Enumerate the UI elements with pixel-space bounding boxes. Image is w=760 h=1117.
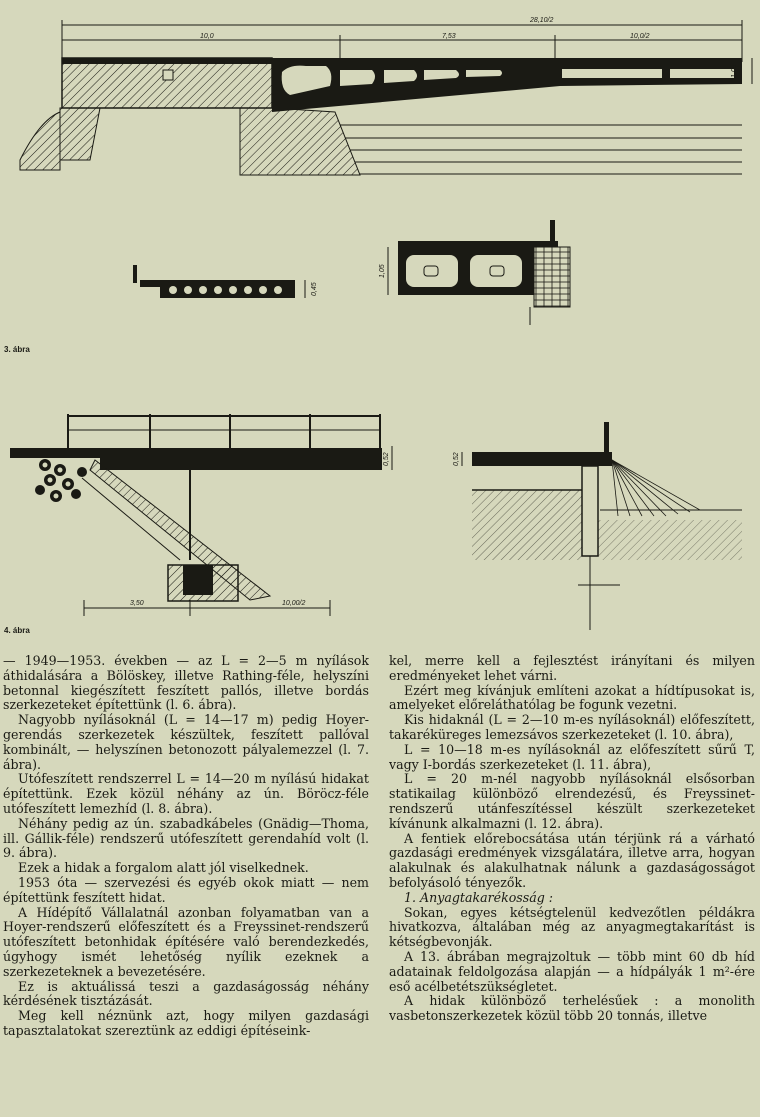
paragraph: 1953 óta — szervezési és egyéb okok miatt — nem építettünk feszített hidat. [3,874,369,905]
paragraph: L = 10—18 m-es nyílásoknál az előfeszített sűrű T, vagy I-bordás szerkezeteket (l. 11. ábra), [389,741,755,772]
fig4-dim-left-span: 3,50 [130,600,144,607]
fig4-cross-section [453,422,742,630]
fig3-dim-box: 1,05 [379,264,386,278]
fig4-elevation [10,414,392,616]
paragraph: kel, merre kell a fejlesztést irányítani és milyen eredményeket lehet várni. [389,654,755,683]
paragraph: Meg kell néznünk azt, hogy milyen gazdasági tapasztalatokat szereztünk az eddigi építéseink- [3,1008,369,1038]
paragraph: A 13. ábrában megrajzoltuk — több mint 60 db híd adatainak feldolgozása alapján — a hídpályák 1 m²-ére eső acélbetétszükségletet. [389,948,755,994]
paragraph: Sokan, egyes kétségtelenül kedvezőtlen példákra hivatkozva, általában még az anyagmegtakarítást is kétségbevonják. [389,904,755,950]
paragraph: Ezek a hidak a forgalom alatt jól viselkednek. [18,860,309,876]
paragraph: Ezért meg kívánjuk említeni azokat a hídtípusokat is, amelyeket előreláthatólag be fogunk vezetni. [389,682,755,713]
fig3-dim-height: 1,05 [731,64,738,78]
paragraph: Nagyobb nyílásoknál (L = 14—17 m) pedig Hoyer-gerendás szerkezetek készültek, feszített pallóval kombinált, — helyszínen betonozott pályalemezzel (l. 7. ábra). [3,712,369,772]
fig3-slab-section [133,265,318,298]
paragraph: Ez is aktuálissá teszi a gazdaságosság néhány kérdésének tisztázását. [3,978,369,1009]
fig4-dim-right-height: 0,52 [453,452,460,466]
figure3-caption: 3. ábra [4,345,30,354]
fig3-dim-mid-span: 7,53 [442,33,456,40]
fig3-dim-left-span: 10,0 [200,33,214,40]
fig3-longitudinal-section [20,17,752,175]
fig3-dim-total: 28,10/2 [530,17,554,24]
fig4-dim-left-height: 0,52 [383,452,390,466]
fig3-dim-slab: 0,45 [311,282,318,296]
paragraph: L = 20 m-nél nagyobb nyílásoknál elsősorban statikailag különböző elrendezésű, és Freyssinet-rendszerű utánfeszítéssel készült szerkezeteket kívánunk alkalmazni (l. 12. ábra). [389,771,755,831]
paragraph: 1. Anyagtakarékosság : [404,889,554,905]
figure4-caption: 4. ábra [4,626,30,635]
fig3-box-section [379,220,570,325]
text-column-right [389,654,755,1114]
paragraph: Kis hidaknál (L = 2—10 m-es nyílásoknál) előfeszített, takaréküreges lemezsávos szerkezeteket (l. 10. ábra), [389,712,755,742]
paragraph: Utófeszített rendszerrel L = 14—20 m nyílású hidakat építettünk. Ezek közül néhány az ún. Böröcz-féle utófeszített lemezhíd (l. 8. ábra). [3,771,369,816]
paragraph: A fentiek előrebocsátása után térjünk rá a várható gazdasági eredmények vizsgálatára, illetve arra, hogyan alakulnak és alakulhatnak nálunk a gazdaságosságot befolyásoló tényezők. [389,830,755,890]
fig3-dim-right-span: 10,0/2 [630,33,650,40]
paragraph: A hidak különböző terhelésűek : a monolith vasbetonszerkezetek közül több 20 tonnás, illetve [389,993,755,1024]
fig4-dim-right-span: 10,00/2 [282,600,306,607]
paragraph: A Hídépítő Vállalatnál azonban folyamatban van a Hoyer-rendszerű előfeszített és a Freyssinet-rendszerű utófeszített betonhidak építésére való berendezkedés, úgyhogy ismét lehetőség nyílik ezeknek a szerkezeteknek a bevezetésére. [3,904,369,979]
text-column-left [3,654,369,1114]
paragraph: Néhány pedig az ún. szabadkábeles (Gnädig—Thoma, ill. Gállik-féle) rendszerű utófeszített gerendahíd volt (l. 9. ábra). [3,815,369,861]
paragraph: — 1949—1953. években — az L = 2—5 m nyílások áthidalására a Bölöskey, illetve Rathing-féle, helyszíni betonnal kiegészített feszített pallós, illetve bordás szerkezeteket építettünk (l. 6. ábra). [3,654,369,713]
